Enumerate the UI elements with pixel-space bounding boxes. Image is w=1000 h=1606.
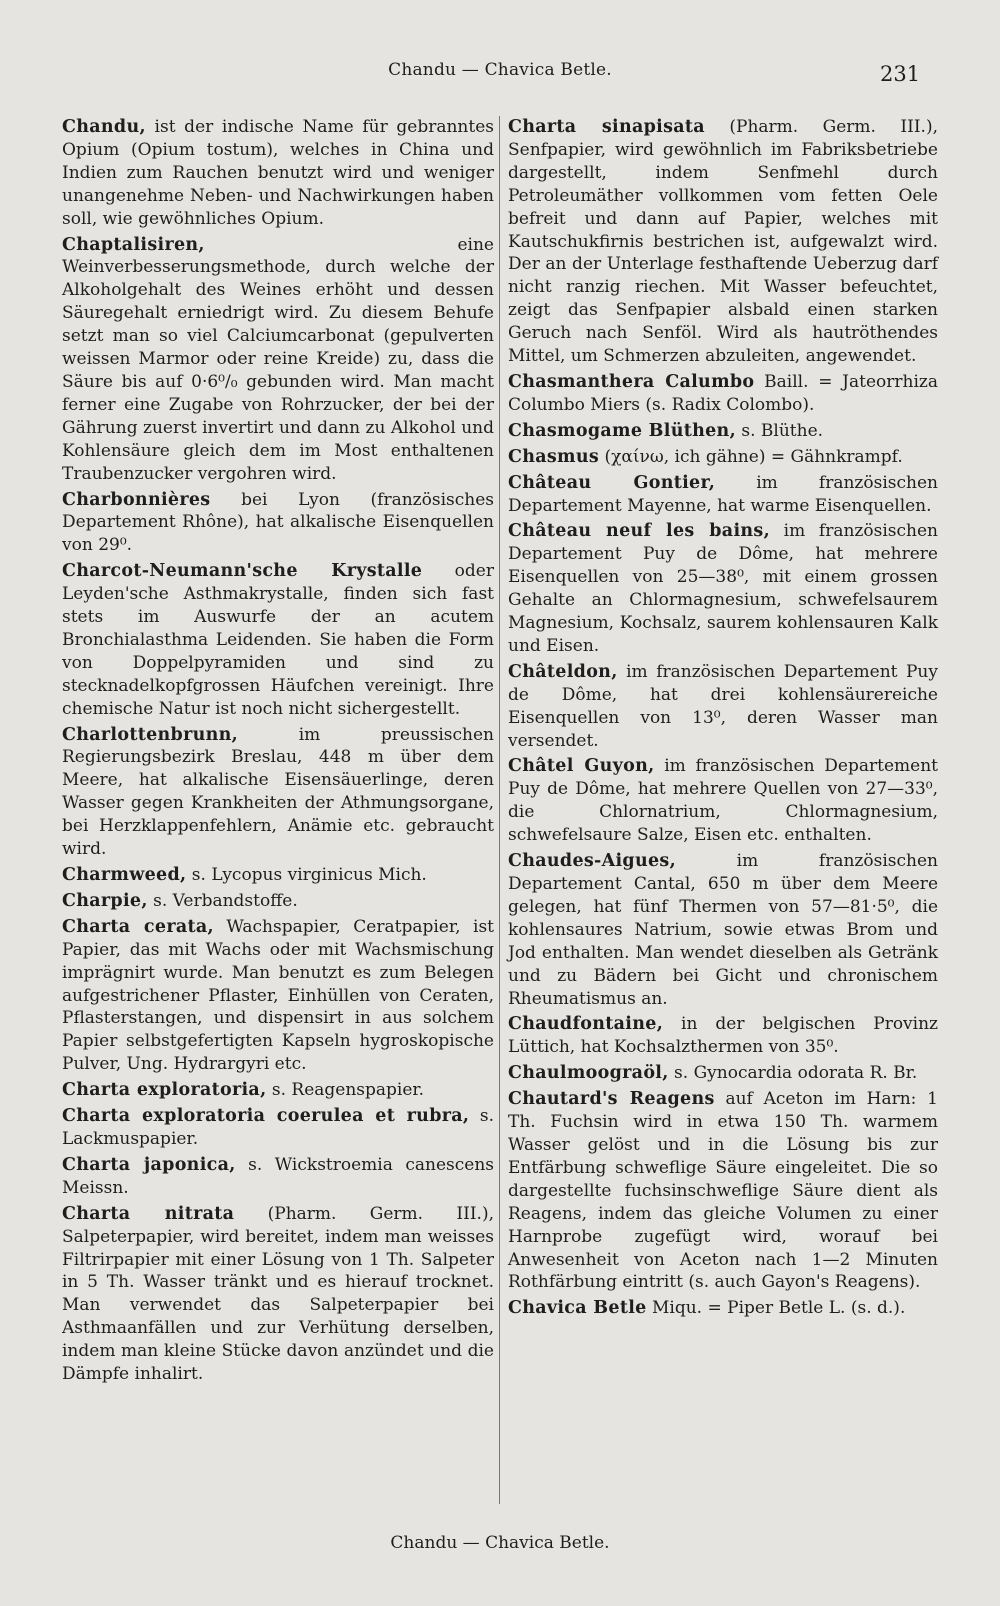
- entry-term: Chasmogame Blüthen,: [508, 420, 736, 441]
- entry-definition: s. Reagenspapier.: [266, 1080, 425, 1101]
- dictionary-entry: [62, 116, 494, 231]
- entry-definition: s. Wickstroemia canescens Meissn.: [62, 1154, 494, 1198]
- entry-definition: Baill. = Jateorrhiza Columbo Miers (s. Radix Colombo).: [508, 371, 938, 415]
- dictionary-entry: [62, 890, 494, 913]
- entry-definition: im preussischen Regierungsbezirk Breslau, 448 m über dem Meere, hat alkalische Eisensäuerlinge, deren Wasser gegen Krankheiten der Athmungsorgane, bei Herzklappenfehlern, Anämie etc. gebraucht wird.: [62, 724, 494, 860]
- entry-definition: (χαίνω, ich gähne) = Gähnkrampf.: [599, 446, 903, 467]
- dictionary-entry: [508, 116, 938, 368]
- page-footer: Chandu — Chavica Betle.: [390, 1533, 610, 1553]
- entry-term: Chaulmoograöl,: [508, 1063, 669, 1084]
- entry-term: Chasmanthera Calumbo: [508, 371, 755, 392]
- entry-definition: eine Weinverbesserungsmethode, durch welche der Alkoholgehalt des Weines erhöht und dessen Säuregehalt erniedrigt wird. Zu diesem Behufe setzt man so viel Calciumcarbonat (gepulverten weissen Marmor oder reine Kreide) zu, dass die Säure bis auf 0·6⁰/₀ gebunden wird. Man macht ferner eine Zugabe von Rohrzucker, der bei der Gährung zuerst invertirt und dann zu Alkohol und Kohlensäure gleich dem im Most enthaltenen Traubenzucker vergohren wird.: [62, 234, 494, 484]
- entry-definition: in der belgischen Provinz Lüttich, hat Kochsalzthermen von 35⁰.: [508, 1014, 938, 1058]
- entry-term: Chautard's Reagens: [508, 1089, 715, 1110]
- running-head: Chandu — Chavica Betle.: [388, 60, 612, 80]
- dictionary-entry: [62, 234, 494, 486]
- entry-definition: (Pharm. Germ. III.), Senfpapier, wird gewöhnlich im Fabriksbetriebe dargestellt, indem Senfmehl durch Petroleumäther vollkommen vom fetten Oele befreit und dann auf Papier, welches mit Kautschukfirnis bestrichen ist, aufgewalzt wird. Der an der Unterlage festhaftende Ueberzug darf nicht ranzig riechen. Mit Wasser befeuchtet, zeigt das Senfpapier alsbald einen starken Geruch nach Senföl. Wird als hautröthendes Mittel, um Schmerzen abzuleiten, angewendet.: [508, 117, 938, 367]
- dictionary-entry: [62, 560, 494, 720]
- entry-term: Chaudes-Aigues,: [508, 851, 676, 872]
- entry-definition: s. Blüthe.: [735, 420, 824, 441]
- dictionary-entry: [508, 755, 938, 847]
- entry-definition: Miqu. = Piper Betle L. (s. d.).: [646, 1298, 906, 1319]
- entry-definition: im französischen Departement Cantal, 650 m über dem Meere gelegen, hat fünf Thermen von 57—81·5⁰, die kohlensaures Natrium, sowie etwas Brom und Jod enthalten. Man wendet dieselben als Getränk und zu Bädern bei Gicht und chronischem Rheumatismus an.: [508, 851, 938, 1009]
- entry-definition: s. Lycopus virginicus Mich.: [186, 865, 427, 885]
- dictionary-entry: [508, 1062, 938, 1085]
- entry-term: Charmweed,: [62, 865, 187, 885]
- entry-term: Charta sinapisata: [508, 117, 705, 137]
- dictionary-entry: [508, 520, 938, 657]
- dictionary-entry: [508, 661, 938, 753]
- entry-term: Chaptalisiren,: [62, 234, 205, 255]
- entry-definition: im französischen Departement Puy de Dôme, hat drei kohlensäurereiche Eisenquellen von 13⁰, deren Wasser man versendet.: [508, 661, 938, 751]
- entry-definition: Wachspapier, Ceratpapier, ist Papier, das mit Wachs oder mit Wachsmischung imprägnirt wurde. Man benutzt es zum Belegen aufgestrichener Pflaster, Einhüllen von Ceraten, Pflasterstangen, und dispensirt in aus solchem Papier selbstgefertigten Kapseln hygroskopische Pulver, Ung. Hydrargyri etc.: [62, 916, 494, 1075]
- entry-term: Charbonnières: [62, 489, 211, 510]
- page-number: 231: [880, 62, 921, 86]
- dictionary-entry: [62, 1203, 494, 1386]
- entry-term: Charta exploratoria,: [62, 1080, 267, 1101]
- entry-definition: bei Lyon (französisches Departement Rhône), hat alkalische Eisenquellen von 29⁰.: [62, 489, 494, 556]
- dictionary-entry: [62, 864, 494, 887]
- entry-term: Chavica Betle: [508, 1298, 647, 1319]
- entry-term: Châtel Guyon,: [508, 756, 655, 777]
- entry-definition: s. Lackmuspapier.: [62, 1106, 494, 1149]
- entry-term: Charta nitrata: [62, 1203, 235, 1224]
- entry-term: Château Gontier,: [508, 472, 716, 493]
- entry-term: Charta cerata,: [62, 916, 214, 937]
- entry-definition: oder Leyden'sche Asthmakrystalle, finden sich fast stets im Auswurfe der an acutem Bronchialasthma Leidenden. Sie haben die Form von Doppelpyramiden und sind zu stecknadelkopfgrossen Häufchen vereinigt. Ihre chemische Natur ist noch nicht sichergestellt.: [62, 561, 494, 719]
- entry-term: Charpie,: [62, 890, 148, 911]
- dictionary-entry: [62, 1154, 494, 1200]
- dictionary-entry: [62, 1105, 494, 1151]
- entry-term: Charlottenbrunn,: [62, 724, 239, 745]
- entry-term: Charta japonica,: [62, 1154, 236, 1175]
- entry-definition: im französischen Departement Puy de Dôme, hat mehrere Eisenquellen von 25—38⁰, mit einem grossen Gehalte an Chlormagnesium, schwefelsaurem Magnesium, Kochsalz, saurem kohlensauren Kalk und Eisen.: [508, 521, 938, 656]
- entry-term: Charta exploratoria coerulea et rubra,: [62, 1106, 470, 1127]
- entry-definition: auf Aceton im Harn: 1 Th. Fuchsin wird in etwa 150 Th. warmem Wasser gelöst und in die Lösung bis zur Entfärbung schweflige Säure eingeleitet. Die so dargestellte fuchsinschweflige Säure dient als Reagens, indem das gleiche Volumen zu einer Harnprobe zugefügt wird, worauf bei Anwesenheit von Aceton nach 1—2 Minuten Rothfärbung eintritt (s. auch Gayon's Reagens).: [508, 1089, 939, 1293]
- entry-definition: ist der indische Name für gebranntes Opium (Opium tostum), welches in China und Indien zum Rauchen benutzt wird und weniger unangenehme Neben- und Nachwirkungen haben soll, wie gewöhnliches Opium.: [62, 117, 494, 229]
- entry-term: Châteldon,: [508, 661, 618, 682]
- dictionary-entry: [508, 1297, 938, 1320]
- left-column: [62, 116, 494, 1389]
- dictionary-entry: [62, 489, 494, 558]
- right-column: [508, 116, 938, 1323]
- entry-definition: (Pharm. Germ. III.), Salpeterpapier, wird bereitet, indem man weisses Filtrirpapier mit einer Lösung von 1 Th. Salpeter in 5 Th. Wasser tränkt und es hierauf trocknet. Man verwendet das Salpeterpapier bei Asthmaanfällen und zur Verhütung derselben, indem man kleine Stücke davon anzündet und die Dämpfe inhalirt.: [62, 1203, 494, 1385]
- dictionary-entry: [508, 446, 938, 469]
- dictionary-entry: [508, 850, 938, 1010]
- dictionary-entry: [508, 371, 938, 417]
- entry-definition: im französischen Departement Mayenne, hat warme Eisenquellen.: [508, 472, 938, 516]
- dictionary-entry: [62, 1079, 494, 1102]
- entry-term: Chandu,: [62, 117, 146, 137]
- dictionary-entry: [508, 472, 938, 518]
- entry-definition: s. Gynocardia odorata R. Br.: [668, 1063, 918, 1084]
- column-divider: [499, 116, 500, 1504]
- entry-definition: s. Verbandstoffe.: [147, 890, 298, 911]
- dictionary-entry: [508, 1013, 938, 1059]
- entry-definition: im französischen Departement Puy de Dôme, hat mehrere Quellen von 27—33⁰, die Chlornatrium, Chlormagnesium, schwefelsaure Salze, Eisen etc. enthalten.: [508, 756, 938, 846]
- dictionary-entry: [62, 724, 494, 861]
- entry-term: Chaudfontaine,: [508, 1014, 664, 1035]
- entry-term: Charcot-Neumann'sche Krystalle: [62, 561, 423, 582]
- dictionary-entry: [62, 916, 494, 1076]
- entry-term: Château neuf les bains,: [508, 521, 770, 542]
- dictionary-entry: [508, 420, 938, 443]
- entry-term: Chasmus: [508, 446, 600, 467]
- dictionary-entry: [508, 1088, 938, 1294]
